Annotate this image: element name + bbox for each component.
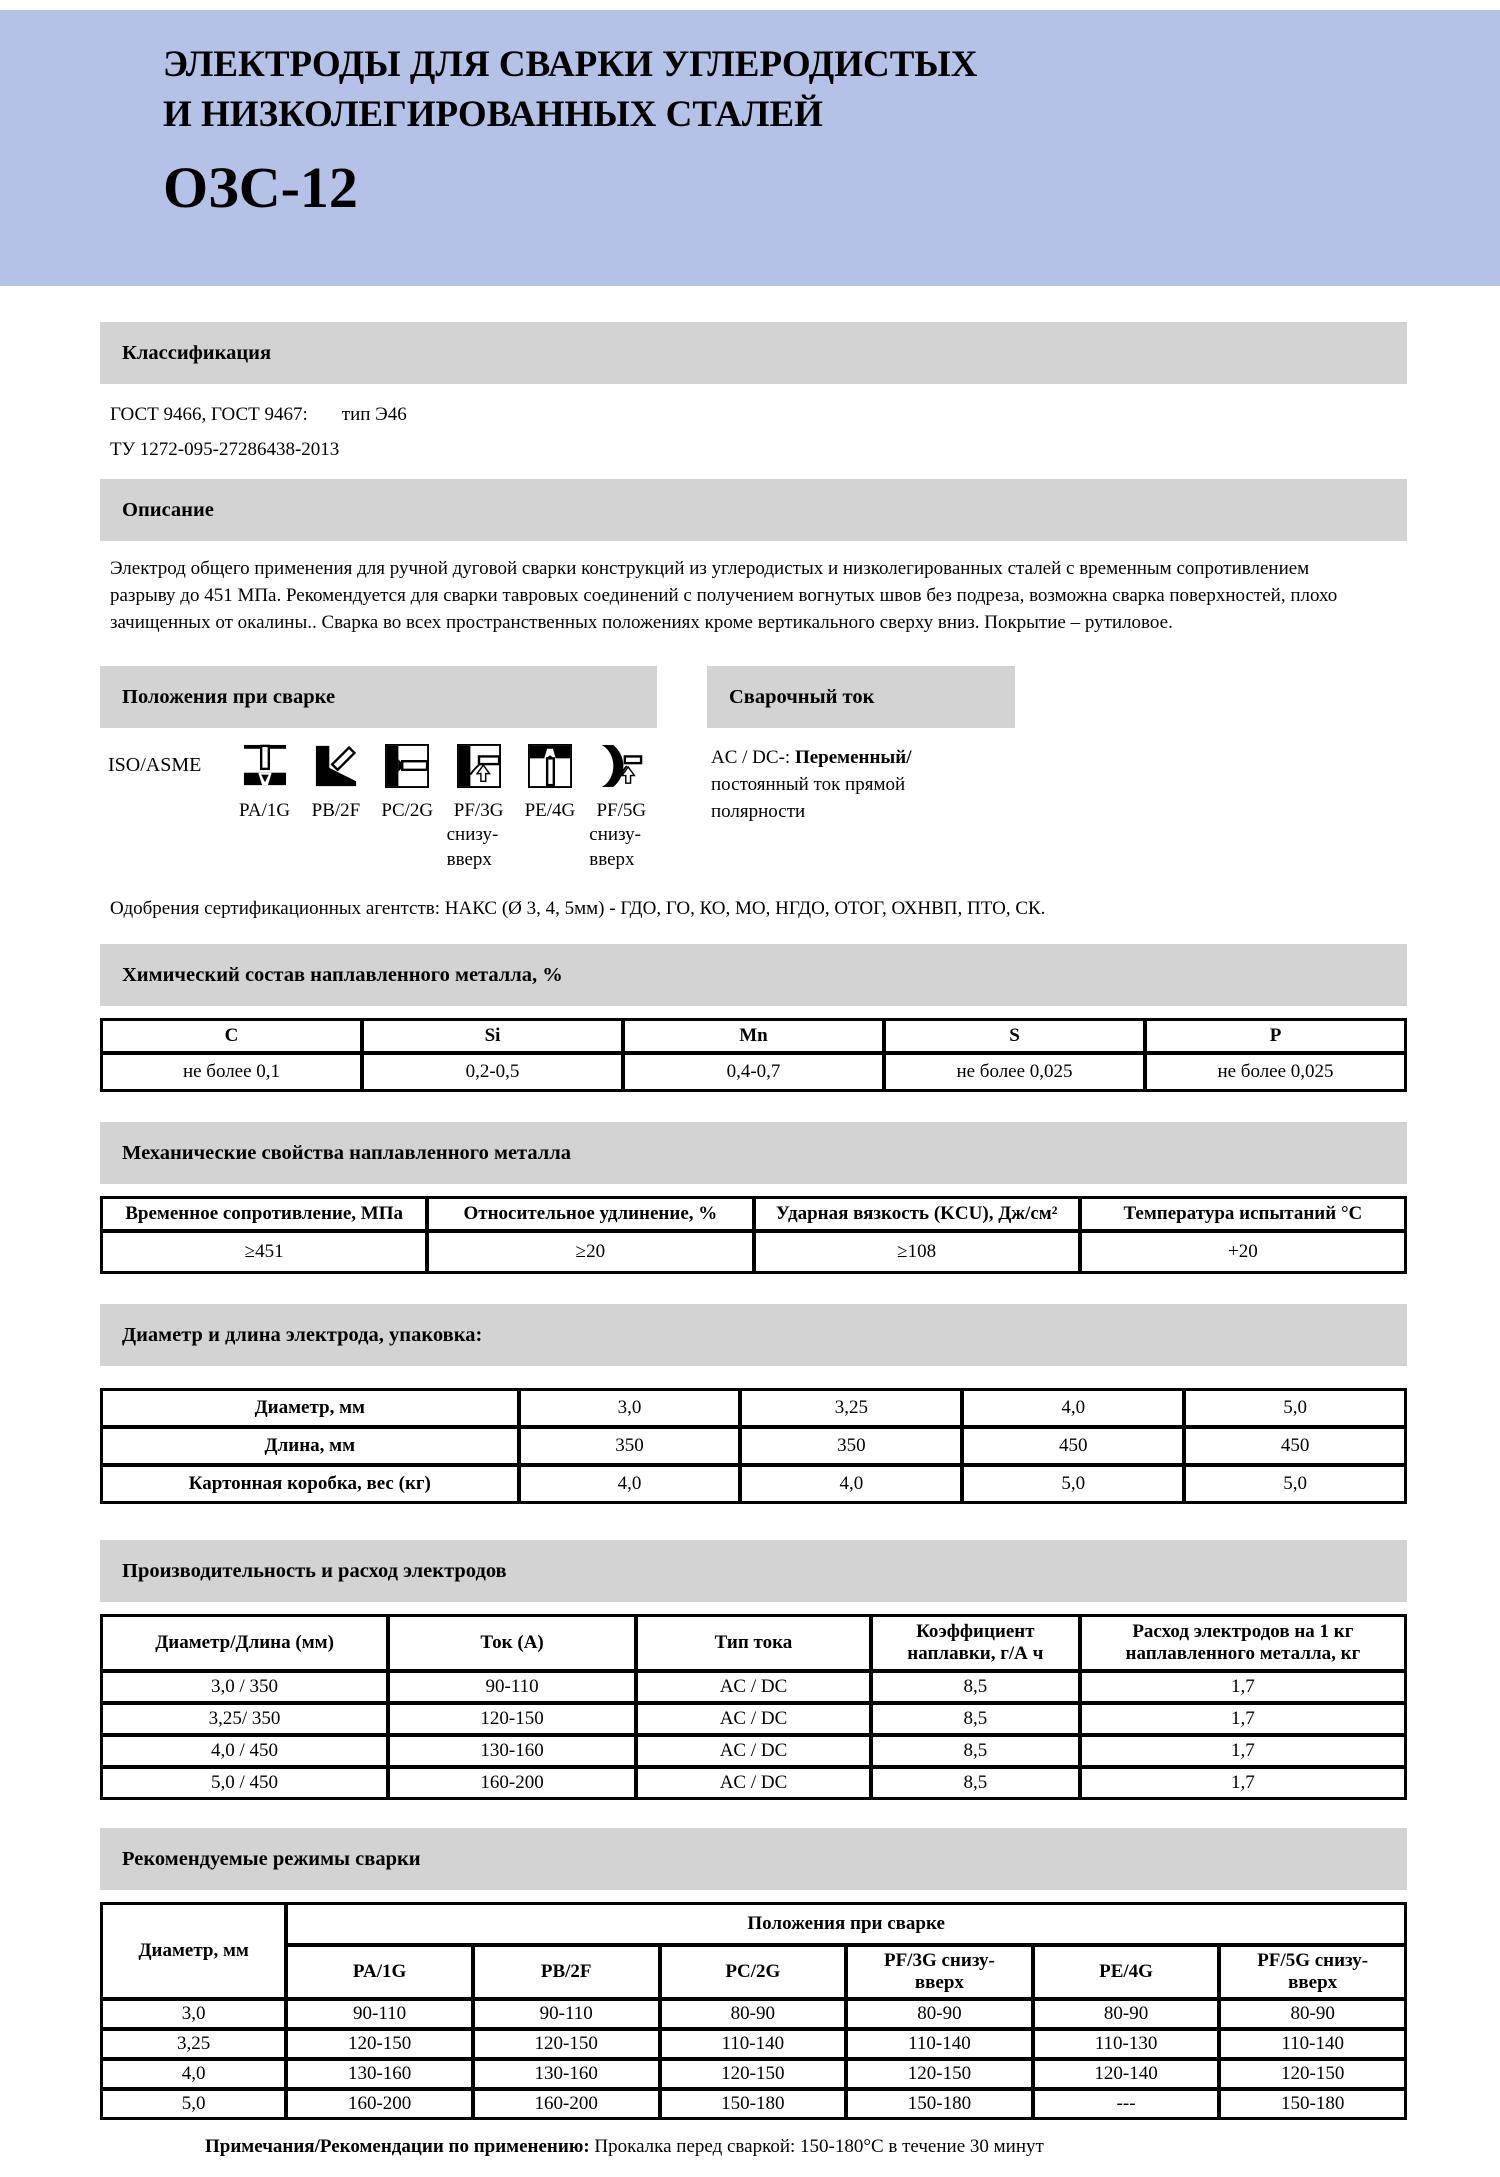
cell: 110-130 [1033,2029,1220,2059]
cell: 450 [1184,1427,1406,1465]
current-text [711,744,946,825]
mechanical-table-wrap [100,1196,1407,1274]
table-row [101,2029,1406,2059]
cell: 150-180 [660,2089,847,2119]
section-bar-chemical [100,944,1407,1006]
cell: 3,0 [519,1389,741,1427]
cell: ≥20 [427,1231,753,1273]
position-item-pf3g [443,744,514,872]
cell: 5,0 [101,2089,286,2119]
cell: Температура испытаний °C [1080,1197,1406,1231]
table-row [101,1197,1406,1231]
section-bar-positions [100,666,657,728]
position-item-pe4g [514,744,585,872]
cell: 5,0 [1184,1465,1406,1503]
cell: 3,0 / 350 [101,1671,388,1703]
cell: 5,0 / 450 [101,1767,388,1799]
table-row [101,1703,1406,1735]
cell: Mn [623,1019,884,1053]
current-prefix: AC / DC-: [711,747,795,768]
cell: Картонная коробка, вес (кг) [101,1465,519,1503]
section-bar-current [707,666,1015,728]
section-title: Рекомендуемые режимы сварки [122,1847,421,1870]
position-label: PB/2F [311,800,361,821]
description-text: Электрод общего применения для ручной дуговой сварки конструкций из углеродистых и низколегированных сталей с временным сопротивлением разрыву до 451 МПа. Рекомендуется для сварки тавровых соединений с получением вогнутых швов без подреза, возможна сварка поверхностей, плохо зачищенных от окалины.. Сварка во всех пространственных положениях кроме вертикального сверху вниз. Покрытие – рутиловое. [110,558,1338,633]
cell: 1,7 [1080,1671,1406,1703]
cell: 120-150 [1219,2059,1406,2089]
cell: S [884,1019,1145,1053]
table-row [101,2089,1406,2119]
cell: 3,25/ 350 [101,1703,388,1735]
modes-table [100,1902,1407,2120]
dimensions-table [100,1388,1407,1504]
cell: 120-150 [286,2029,473,2059]
cell: +20 [1080,1231,1406,1273]
position-note: снизу-вверх [446,824,499,870]
cell: Положения при сварке [286,1903,1406,1945]
cell: 90-110 [388,1671,636,1703]
cell: Диаметр/Длина (мм) [101,1615,388,1671]
table-row [101,1735,1406,1767]
cell: Коэффициент наплавки, г/А ч [871,1615,1080,1671]
cell: Относительное удлинение, % [427,1197,753,1231]
header-banner [0,10,1500,286]
cell: 160-200 [473,2089,660,2119]
cell: PE/4G [1033,1945,1220,1999]
position-item-pf5g [586,744,657,872]
table-row [101,1019,1406,1053]
iso-asme-label: ISO/ASME [108,754,202,776]
cell: ≥108 [754,1231,1080,1273]
cell: 1,7 [1080,1703,1406,1735]
cell: Временное сопротивление, МПа [101,1197,427,1231]
table-row [101,1427,1406,1465]
mechanical-table [100,1196,1407,1274]
weld-position-pipe-up-icon [599,744,643,788]
cell: 5,0 [962,1465,1184,1503]
cell: 0,4-0,7 [623,1053,884,1091]
weld-position-overhead-icon [528,744,572,788]
cell: 8,5 [871,1671,1080,1703]
cell: Диаметр, мм [101,1389,519,1427]
table-row [101,1231,1406,1273]
cell: не более 0,1 [101,1053,362,1091]
cell: 120-150 [388,1703,636,1735]
section-bar-modes [100,1828,1407,1890]
current-rest: постоянный ток прямой полярности [711,774,906,822]
cell: 150-180 [846,2089,1033,2119]
section-title: Сварочный ток [729,685,875,708]
classification-lines [110,397,1407,467]
datasheet-page [0,10,1500,2177]
section-title: Классификация [122,341,272,364]
table-row [101,1615,1406,1671]
cell: PC/2G [660,1945,847,1999]
positions-current-band [100,666,1407,872]
gost-type: тип Э46 [341,404,407,425]
section-title: Описание [122,498,214,521]
cell: 3,25 [101,2029,286,2059]
cell: Расход электродов на 1 кг наплавленного металла, кг [1080,1615,1406,1671]
approvals-line: Одобрения сертификационных агентств: НАКС (Ø 3, 4, 5мм) - ГДО, ГО, КО, МО, НГДО, ОТОГ, ОХНВП, ПТО, СК. [110,898,1046,919]
cell: 4,0 / 450 [101,1735,388,1767]
cell: 450 [962,1427,1184,1465]
cell: 90-110 [286,1999,473,2029]
document-content [100,322,1407,2158]
cell: --- [1033,2089,1220,2119]
cell: 120-150 [473,2029,660,2059]
cell: 110-140 [1219,2029,1406,2059]
cell: 3,0 [101,1999,286,2029]
cell: 350 [519,1427,741,1465]
position-note: снизу-вверх [589,824,641,870]
cell: 90-110 [473,1999,660,2029]
cell: 160-200 [388,1767,636,1799]
section-title: Химический состав наплавленного металла, % [122,963,563,986]
table-row [101,1053,1406,1091]
table-row [101,1465,1406,1503]
cell: 130-160 [473,2059,660,2089]
table-row [101,1389,1406,1427]
usage-notes [205,2136,1407,2158]
cell: 120-150 [846,2059,1033,2089]
section-bar-description [100,479,1407,541]
position-item-pa1g [229,744,300,872]
cell: 80-90 [846,1999,1033,2029]
category-title: ЭЛЕКТРОДЫ ДЛЯ СВАРКИ УГЛЕРОДИСТЫХ И НИЗКОЛЕГИРОВАННЫХ СТАЛЕЙ [163,44,978,135]
cell: 3,25 [740,1389,962,1427]
cell: Si [362,1019,623,1053]
notes-label: Примечания/Рекомендации по применению: [205,2136,590,2157]
positions-row [108,744,657,872]
chemical-table [100,1018,1407,1092]
weld-position-fillet-icon [314,744,358,788]
weld-position-vertical-up-icon [457,744,501,788]
positions-column [100,666,657,872]
product-name: ОЗС-12 [163,154,358,220]
cell: AC / DC [636,1735,871,1767]
section-bar-productivity [100,1540,1407,1602]
section-title: Положения при сварке [122,685,336,708]
chemical-table-wrap [100,1018,1407,1092]
position-label: PC/2G [381,800,434,821]
cell: Тип тока [636,1615,871,1671]
cell: 80-90 [660,1999,847,2029]
cell: ≥451 [101,1231,427,1273]
cell: 350 [740,1427,962,1465]
weld-position-flat-icon [243,744,287,788]
cell: 4,0 [519,1465,741,1503]
cell: AC / DC [636,1767,871,1799]
cell: Диаметр, мм [101,1903,286,1999]
cell: 8,5 [871,1703,1080,1735]
cell: 110-140 [846,2029,1033,2059]
cell: 110-140 [660,2029,847,2059]
cell: 120-140 [1033,2059,1220,2089]
notes-text: Прокалка перед сваркой: 150-180°C в течение 30 минут [589,2136,1044,2157]
current-column [707,666,1015,872]
section-title: Механические свойства наплавленного металла [122,1141,572,1164]
cell: PF/5G снизу-вверх [1219,1945,1406,1999]
position-label: PF/5G [596,800,647,821]
cell: 5,0 [1184,1389,1406,1427]
table-row [101,1671,1406,1703]
cell: AC / DC [636,1671,871,1703]
cell: 80-90 [1219,1999,1406,2029]
cell: AC / DC [636,1703,871,1735]
table-row [101,1999,1406,2029]
modes-table-wrap [100,1902,1407,2120]
table-row [101,2059,1406,2089]
cell: Длина, мм [101,1427,519,1465]
position-label: PE/4G [524,800,576,821]
gost-label: ГОСТ 9466, ГОСТ 9467: [110,404,308,425]
current-strong: Переменный/ [794,747,912,768]
productivity-table-wrap [100,1614,1407,1800]
cell: 80-90 [1033,1999,1220,2029]
section-title: Производительность и расход электродов [122,1559,507,1582]
cell: 8,5 [871,1767,1080,1799]
cell: Ток (А) [388,1615,636,1671]
cell: 1,7 [1080,1767,1406,1799]
section-title: Диаметр и длина электрода, упаковка: [122,1323,483,1346]
cell: P [1145,1019,1406,1053]
table-row [101,1767,1406,1799]
dimensions-table-wrap [100,1388,1407,1504]
cell: 160-200 [286,2089,473,2119]
cell: 120-150 [660,2059,847,2089]
cell: PF/3G снизу-вверх [846,1945,1033,1999]
section-bar-classification [100,322,1407,384]
cell: 130-160 [286,2059,473,2089]
cell: 0,2-0,5 [362,1053,623,1091]
classification-line-1 [110,397,1407,432]
cell: 4,0 [740,1465,962,1503]
cell: 8,5 [871,1735,1080,1767]
cell: C [101,1019,362,1053]
position-label: PA/1G [239,800,291,821]
productivity-table [100,1614,1407,1800]
cell: 1,7 [1080,1735,1406,1767]
cell: 150-180 [1219,2089,1406,2119]
cell: 4,0 [962,1389,1184,1427]
weld-position-horizontal-icon [385,744,429,788]
section-bar-dimensions [100,1304,1407,1366]
cell: не более 0,025 [1145,1053,1406,1091]
position-label: PF/3G [453,800,504,821]
classification-line-2: ТУ 1272-095-27286438-2013 [110,439,340,460]
section-bar-mechanical [100,1122,1407,1184]
table-row [101,1945,1406,1999]
position-item-pc2g [372,744,443,872]
cell: PB/2F [473,1945,660,1999]
table-row [101,1903,1406,1945]
cell: 4,0 [101,2059,286,2089]
cell: PA/1G [286,1945,473,1999]
cell: 130-160 [388,1735,636,1767]
cell: Ударная вязкость (KCU), Дж/см² [754,1197,1080,1231]
cell: не более 0,025 [884,1053,1145,1091]
position-item-pb2f [300,744,371,872]
